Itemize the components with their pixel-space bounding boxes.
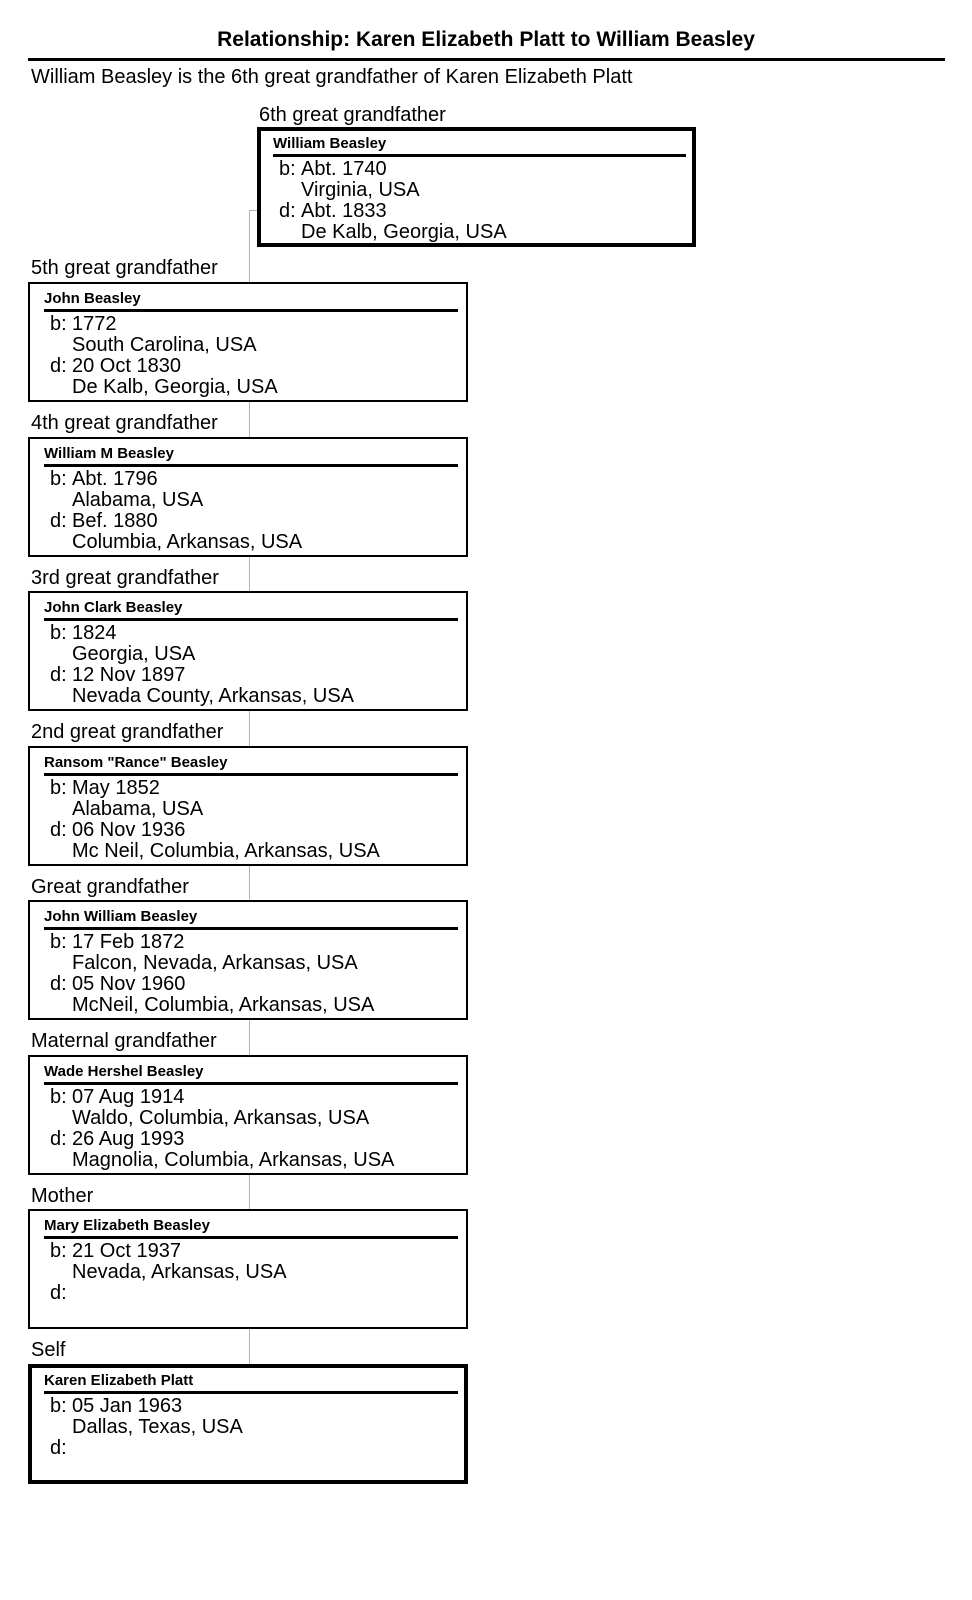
name-rule (44, 1236, 458, 1239)
name-rule (44, 773, 458, 776)
birth-date: 07 Aug 1914 (72, 1086, 185, 1108)
death-date: 06 Nov 1936 (72, 819, 186, 841)
title-rule (28, 58, 945, 61)
birth-label: b: (50, 1395, 67, 1417)
birth-label: b: (279, 158, 296, 180)
birth-label: b: (50, 313, 67, 335)
birth-place: Waldo, Columbia, Arkansas, USA (72, 1107, 370, 1129)
relation-label: 6th great grandfather (259, 104, 446, 126)
connector-line (249, 865, 250, 900)
name-rule (44, 927, 458, 930)
person-facts (50, 1241, 287, 1325)
death-label: d: (50, 1437, 67, 1459)
person-card (28, 746, 468, 866)
death-label: d: (50, 819, 67, 841)
person-name: John William Beasley (44, 908, 198, 925)
connector-line (249, 556, 250, 591)
person-card (28, 437, 468, 557)
person-name: Karen Elizabeth Platt (44, 1372, 194, 1389)
birth-label: b: (50, 777, 67, 799)
death-date: 12 Nov 1897 (72, 664, 186, 686)
person-facts (50, 314, 278, 398)
person-card (28, 1364, 468, 1484)
birth-place: Alabama, USA (72, 798, 204, 820)
death-place: Magnolia, Columbia, Arkansas, USA (72, 1149, 395, 1171)
connector-line (249, 402, 250, 437)
birth-place: Virginia, USA (301, 179, 420, 201)
death-label: d: (50, 664, 67, 686)
birth-place: Nevada, Arkansas, USA (72, 1261, 287, 1283)
person-facts (50, 1396, 243, 1480)
person-card (28, 591, 468, 711)
birth-label: b: (50, 931, 67, 953)
death-place: Columbia, Arkansas, USA (72, 531, 303, 553)
connector-line (249, 210, 257, 211)
name-rule (44, 464, 458, 467)
name-rule (44, 618, 458, 621)
death-place: De Kalb, Georgia, USA (72, 376, 278, 398)
page-title: Relationship: Karen Elizabeth Platt to William Beasley (217, 28, 755, 51)
death-label: d: (50, 355, 67, 377)
birth-date: Abt. 1740 (301, 158, 387, 180)
death-place: McNeil, Columbia, Arkansas, USA (72, 994, 375, 1016)
person-name: Mary Elizabeth Beasley (44, 1217, 210, 1234)
death-place: Nevada County, Arkansas, USA (72, 685, 354, 707)
birth-date: May 1852 (72, 777, 160, 799)
name-rule (273, 154, 686, 157)
death-label: d: (50, 510, 67, 532)
birth-label: b: (50, 622, 67, 644)
death-date: Abt. 1833 (301, 200, 387, 222)
name-rule (44, 1082, 458, 1085)
birth-date: 1824 (72, 622, 117, 644)
connector-line (249, 1329, 250, 1364)
relation-label: 5th great grandfather (31, 257, 218, 279)
death-date: 26 Aug 1993 (72, 1128, 185, 1150)
person-facts (50, 778, 380, 862)
death-place (50, 1459, 243, 1480)
name-rule (44, 309, 458, 312)
person-card (28, 282, 468, 402)
birth-date: 21 Oct 1937 (72, 1240, 181, 1262)
relation-label: 3rd great grandfather (31, 567, 219, 589)
death-label: d: (50, 973, 67, 995)
person-name: William Beasley (273, 135, 387, 152)
relation-label: 2nd great grandfather (31, 721, 224, 743)
person-facts (50, 623, 354, 707)
birth-place: Georgia, USA (72, 643, 196, 665)
connector-line (249, 1020, 250, 1055)
death-place: De Kalb, Georgia, USA (301, 221, 507, 243)
birth-date: 05 Jan 1963 (72, 1395, 183, 1417)
death-label: d: (50, 1282, 67, 1304)
name-rule (44, 1391, 458, 1394)
birth-label: b: (50, 1086, 67, 1108)
relation-label: Self (31, 1339, 66, 1361)
person-facts (50, 932, 374, 1016)
birth-label: b: (50, 1240, 67, 1262)
person-name: John Clark Beasley (44, 599, 183, 616)
relation-label: Great grandfather (31, 876, 189, 898)
birth-place: South Carolina, USA (72, 334, 257, 356)
person-card (28, 1209, 468, 1329)
person-name: Ransom "Rance" Beasley (44, 754, 228, 771)
death-place: Mc Neil, Columbia, Arkansas, USA (72, 840, 380, 862)
death-label: d: (279, 200, 296, 222)
person-facts (50, 1087, 394, 1171)
birth-date: 17 Feb 1872 (72, 931, 185, 953)
birth-date: Abt. 1796 (72, 468, 158, 490)
birth-place: Falcon, Nevada, Arkansas, USA (72, 952, 358, 974)
birth-place: Alabama, USA (72, 489, 204, 511)
person-name: Wade Hershel Beasley (44, 1063, 204, 1080)
connector-line (249, 711, 250, 746)
death-date: 05 Nov 1960 (72, 973, 186, 995)
death-date: 20 Oct 1830 (72, 355, 181, 377)
person-name: William M Beasley (44, 445, 174, 462)
birth-place: Dallas, Texas, USA (72, 1416, 243, 1438)
person-card (257, 127, 696, 247)
relationship-summary: William Beasley is the 6th great grandfather of Karen Elizabeth Platt (31, 66, 633, 88)
relation-label: Mother (31, 1185, 94, 1207)
person-facts (279, 159, 507, 243)
death-date: Bef. 1880 (72, 510, 158, 532)
birth-date: 1772 (72, 313, 117, 335)
connector-line (249, 210, 250, 282)
person-name: John Beasley (44, 290, 141, 307)
relation-label: Maternal grandfather (31, 1030, 217, 1052)
death-place (50, 1304, 287, 1325)
connector-line (249, 1174, 250, 1209)
birth-label: b: (50, 468, 67, 490)
relation-label: 4th great grandfather (31, 412, 218, 434)
person-facts (50, 469, 302, 553)
person-card (28, 1055, 468, 1175)
death-label: d: (50, 1128, 67, 1150)
person-card (28, 900, 468, 1020)
